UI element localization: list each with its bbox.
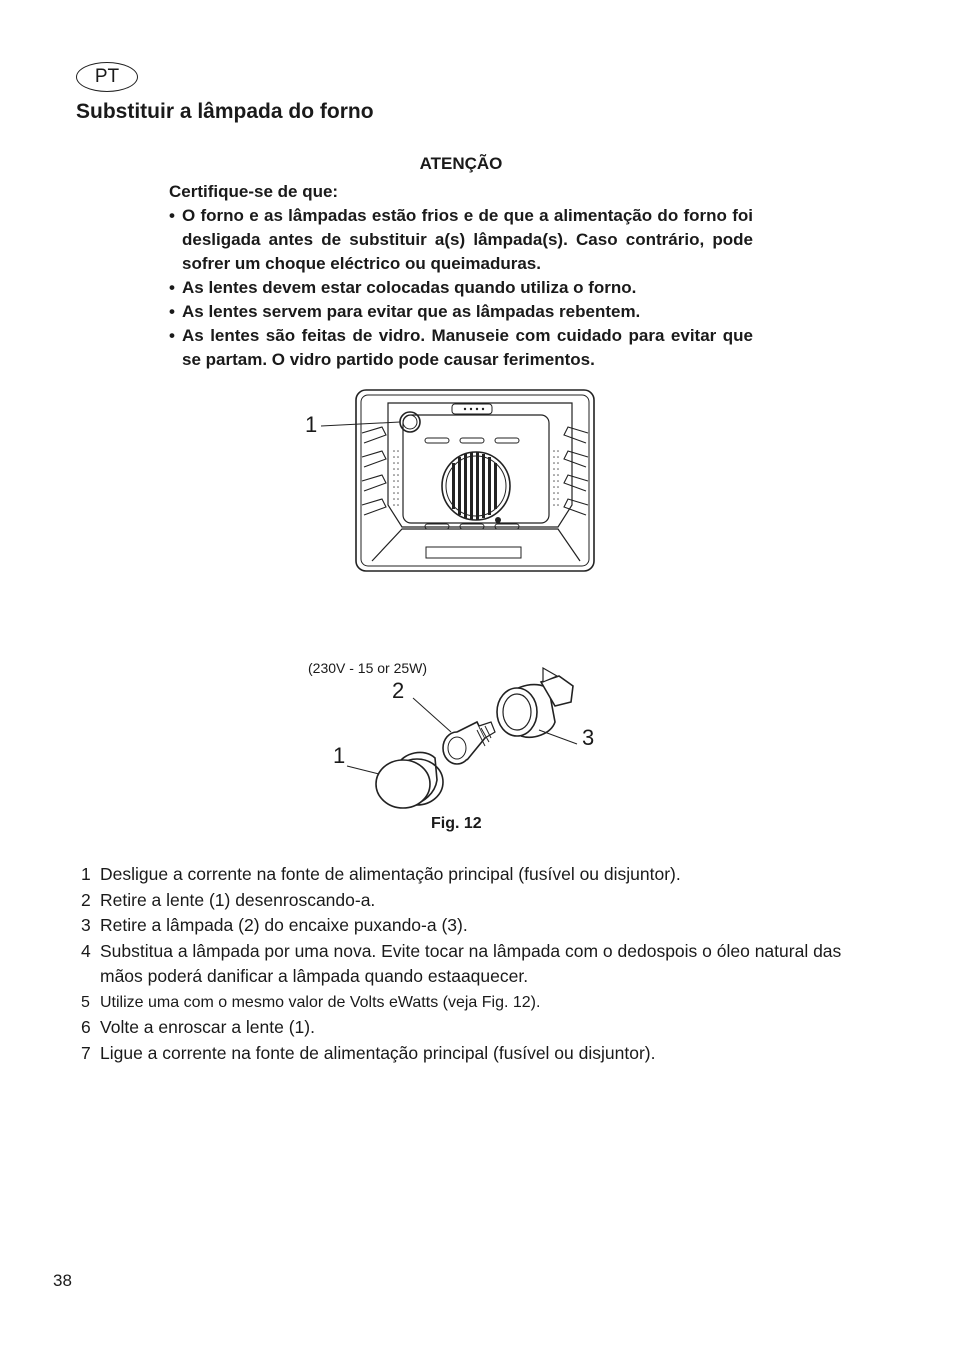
figure-caption: Fig. 12 <box>431 815 482 832</box>
warning-item <box>169 204 753 276</box>
bullet-glyph: • <box>169 278 175 297</box>
step-number: 6 <box>81 1017 91 1037</box>
lamp-exploded-illustration <box>345 660 585 810</box>
warning-box <box>169 152 753 372</box>
warning-intro: Certifique-se de que: <box>169 182 339 201</box>
step-item <box>81 888 861 914</box>
step-number: 1 <box>81 864 91 884</box>
step-number: 4 <box>81 940 91 961</box>
step-item <box>81 862 861 888</box>
oven-cavity-illustration <box>300 385 605 580</box>
warning-item-text: As lentes devem estar colocadas quando utiliza o forno. <box>182 278 637 297</box>
bullet-glyph: • <box>169 326 175 345</box>
lamp-spec-label: (230V - 15 or 25W) <box>308 660 428 676</box>
warning-item <box>169 300 753 324</box>
step-text: Volte a enroscar a lente (1). <box>100 1017 315 1037</box>
page-number: 38 <box>53 1271 72 1290</box>
step-text: Substitua a lâmpada por uma nova. Evite tocar na lâmpada com o dedospois o óleo natural das mãos poderá danificar a lâmpada quando estaaquecer. <box>100 940 842 986</box>
warning-item <box>169 324 753 372</box>
bullet-glyph: • <box>169 302 175 321</box>
warning-item-text: As lentes servem para evitar que as lâmpadas rebentem. <box>182 302 641 321</box>
step-number: 7 <box>81 1042 91 1063</box>
step-text: Desligue a corrente na fonte de alimentação principal (fusível ou disjuntor). <box>100 864 681 884</box>
lamp-callout-3: 3 <box>582 725 595 750</box>
step-item <box>81 1041 861 1067</box>
procedure-steps <box>81 862 861 1066</box>
bullet-glyph: • <box>169 206 175 225</box>
step-item <box>81 990 861 1016</box>
step-text: Ligue a corrente na fonte de alimentação principal (fusível ou disjuntor). <box>100 1042 656 1063</box>
step-item <box>81 939 861 990</box>
warning-item-text: O forno e as lâmpadas estão frios e de que a alimentação do forno foi desligada antes de substituir a(s) lâmpada(s). Caso contrário, pode sofrer um choque eléctrico ou queimaduras. <box>182 206 753 273</box>
step-item <box>81 913 861 939</box>
step-text: Retire a lâmpada (2) do encaixe puxando-a (3). <box>100 915 468 935</box>
warning-item <box>169 276 753 300</box>
step-text: Utilize uma com o mesmo valor de Volts eWatts (veja Fig. 12). <box>100 993 541 1011</box>
page-title: Substituir a lâmpada do forno <box>76 100 374 123</box>
language-badge: PT <box>76 62 138 92</box>
step-number: 3 <box>81 915 91 935</box>
lamp-callout-2: 2 <box>392 678 405 703</box>
step-number: 2 <box>81 889 91 910</box>
lens-callout-1: 1 <box>333 743 346 768</box>
warning-heading: ATENÇÃO <box>419 154 503 173</box>
oven-lamp-callout: 1 <box>305 412 318 437</box>
warning-item-text: As lentes são feitas de vidro. Manuseie com cuidado para evitar que se partam. O vidro partido pode causar ferimentos. <box>182 326 753 369</box>
step-number: 5 <box>81 993 90 1011</box>
step-text: Retire a lente (1) desenroscando-a. <box>100 889 376 910</box>
warning-list <box>169 204 753 372</box>
step-item <box>81 1015 861 1041</box>
